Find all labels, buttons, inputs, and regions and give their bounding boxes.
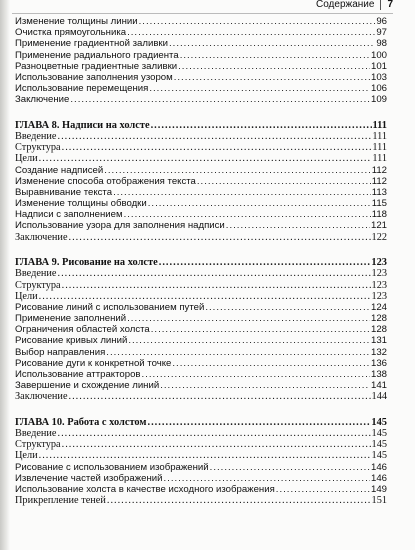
dot-leader: [163, 473, 370, 484]
dot-leader: [128, 335, 370, 346]
toc-entry[interactable]: [15, 462, 387, 473]
dot-leader: [106, 347, 370, 358]
section-gap: [15, 403, 387, 417]
toc-page-number: 112: [371, 164, 387, 176]
toc-entry-title: Выбор направления: [15, 346, 106, 358]
toc-entry[interactable]: [15, 324, 387, 335]
toc-entry-title: Использование холста в качестве исходного изображения: [15, 484, 275, 496]
toc-entry-title: Создание надписей: [15, 164, 104, 176]
book-spine-shadow: [0, 0, 10, 550]
toc-page-number: 123: [371, 279, 387, 291]
section-gap: [15, 243, 387, 257]
toc-entry-title: Использование заполнения узором: [15, 71, 173, 83]
toc-entry-title: Рисование кривых линий: [15, 335, 128, 347]
toc-entry-title: Применение заполнений: [15, 313, 127, 325]
toc-entry[interactable]: [15, 61, 387, 72]
toc-page-number: 131: [370, 335, 387, 347]
toc-page-number: 113: [371, 186, 387, 198]
toc-entry-title: Цели: [15, 450, 38, 462]
toc-page-number: 98: [376, 38, 387, 50]
toc-entry[interactable]: [15, 302, 387, 313]
toc-entry[interactable]: [15, 473, 387, 484]
toc-entry[interactable]: [15, 268, 387, 279]
toc-entry-title: Использование перемещения: [15, 83, 149, 95]
dot-leader: [70, 94, 370, 105]
dot-leader: [226, 220, 370, 231]
toc-entry[interactable]: [15, 187, 387, 198]
header-separator: [380, 0, 381, 10]
dot-leader: [69, 391, 371, 402]
toc-page-number: 115: [371, 198, 387, 210]
toc-page-number: 145: [371, 439, 387, 451]
toc-entry[interactable]: [15, 142, 387, 153]
dot-leader: [58, 131, 372, 142]
toc-entry-title: Выравнивание текста: [15, 186, 113, 198]
toc-entry-title: Завершение и схождение линий: [15, 380, 160, 392]
toc-entry[interactable]: [15, 16, 387, 27]
toc-entry[interactable]: [15, 335, 387, 346]
toc-page-number: 151: [371, 495, 387, 507]
toc-entry[interactable]: [15, 280, 387, 291]
dot-leader: [124, 209, 371, 220]
table-of-contents: [15, 16, 387, 506]
toc-page-number: 96: [376, 16, 387, 27]
toc-entry[interactable]: [15, 369, 387, 380]
toc-chapter-heading[interactable]: [15, 257, 387, 268]
dot-leader: [151, 120, 372, 131]
toc-entry-title: Изменение способа отображения текста: [15, 175, 196, 187]
toc-page-number: 145: [371, 450, 387, 462]
page-number: 7: [387, 0, 393, 10]
dot-leader: [62, 439, 371, 450]
toc-page-number: 124: [370, 301, 387, 313]
dot-leader: [69, 232, 371, 243]
toc-page-number: 132: [370, 346, 387, 358]
toc-entry-title: Применение градиентной заливки: [15, 38, 168, 50]
toc-page-number: 141: [370, 380, 387, 392]
toc-entry-title: Применение радиального градиента: [15, 49, 179, 61]
toc-entry[interactable]: [15, 495, 387, 506]
toc-page-number: 123: [371, 268, 387, 280]
dot-leader: [39, 291, 371, 302]
toc-entry[interactable]: [15, 291, 387, 302]
toc-page-number: 122: [371, 231, 387, 243]
toc-page-number: 111: [372, 153, 387, 165]
dot-leader: [180, 50, 370, 61]
toc-chapter-heading[interactable]: [15, 417, 387, 428]
toc-page-number: 121: [370, 220, 387, 232]
toc-page-number: 145: [371, 428, 387, 440]
toc-entry[interactable]: [15, 380, 387, 391]
dot-leader: [151, 324, 370, 335]
toc-page-number: 109: [370, 94, 387, 106]
toc-entry-title: Заключение: [15, 231, 68, 243]
toc-page-number: 128: [370, 313, 387, 325]
toc-entry-title: ГЛАВА 10. Работа с холстом: [15, 416, 147, 428]
toc-entry[interactable]: [15, 94, 387, 105]
dot-leader: [142, 369, 370, 380]
toc-entry[interactable]: [15, 198, 387, 209]
toc-entry-title: Извлечение частей изображений: [15, 472, 163, 484]
toc-page-number: 106: [370, 83, 387, 95]
dot-leader: [39, 450, 371, 461]
dot-leader: [148, 198, 371, 209]
toc-chapter-heading[interactable]: [15, 120, 387, 131]
dot-leader: [159, 257, 371, 268]
toc-entry[interactable]: [15, 220, 387, 231]
toc-entry[interactable]: [15, 27, 387, 38]
toc-page-number: 103: [370, 71, 387, 83]
toc-entry[interactable]: [15, 38, 387, 49]
toc-entry-title: Надписи с заполнением: [15, 209, 123, 221]
toc-entry-title: ГЛАВА 8. Надписи на холсте: [15, 119, 150, 131]
toc-entry-title: Введение: [15, 130, 57, 142]
toc-page-number: 144: [371, 391, 387, 403]
toc-entry[interactable]: [15, 50, 387, 61]
dot-leader: [107, 495, 371, 506]
toc-entry-title: Изменение толщины линии: [15, 16, 138, 27]
dot-leader: [104, 165, 370, 176]
toc-entry[interactable]: [15, 165, 387, 176]
dot-leader: [139, 16, 376, 27]
toc-page-number: 145: [371, 416, 387, 428]
toc-entry-title: ГЛАВА 9. Рисование на холсте: [15, 257, 158, 269]
toc-entry-title: Заключение: [15, 94, 70, 106]
toc-entry[interactable]: [15, 72, 387, 83]
toc-entry-title: Введение: [15, 428, 57, 440]
dot-leader: [205, 302, 370, 313]
dot-leader: [169, 38, 375, 49]
toc-entry-title: Прикрепление теней: [15, 495, 106, 507]
toc-entry-title: Введение: [15, 268, 57, 280]
dot-leader: [147, 417, 370, 428]
toc-entry[interactable]: [15, 232, 387, 243]
toc-entry-title: Использование узора для заполнения надписи: [15, 220, 225, 232]
toc-page-number: 111: [372, 142, 387, 154]
toc-entry[interactable]: [15, 153, 387, 164]
dot-leader: [160, 380, 370, 391]
toc-page-number: 111: [372, 119, 387, 131]
toc-page-number: 128: [370, 324, 387, 336]
toc-page-number: 146: [370, 472, 387, 484]
toc-entry-title: Очистка прямоугольника: [15, 27, 127, 39]
toc-entry[interactable]: [15, 439, 387, 450]
dot-leader: [58, 268, 371, 279]
toc-page-number: 138: [370, 369, 387, 381]
dot-leader: [197, 176, 371, 187]
toc-entry[interactable]: [15, 131, 387, 142]
dot-leader: [149, 83, 370, 94]
toc-entry[interactable]: [15, 209, 387, 220]
toc-entry-title: Структура: [15, 279, 61, 291]
toc-entry-title: Рисование дуги к конкретной точке: [15, 357, 172, 369]
toc-entry[interactable]: [15, 313, 387, 324]
toc-entry[interactable]: [15, 83, 387, 94]
dot-leader: [58, 428, 371, 439]
toc-page-number: 100: [370, 49, 387, 61]
toc-entry[interactable]: [15, 176, 387, 187]
toc-entry-title: Структура: [15, 142, 61, 154]
dot-leader: [172, 358, 370, 369]
toc-entry-title: Цели: [15, 153, 38, 165]
toc-entry[interactable]: [15, 347, 387, 358]
toc-page-number: 111: [372, 130, 387, 142]
toc-page-number: 146: [370, 461, 387, 473]
dot-leader: [127, 27, 375, 38]
dot-leader: [210, 462, 370, 473]
toc-entry[interactable]: [15, 450, 387, 461]
toc-page-number: 123: [371, 290, 387, 302]
toc-entry[interactable]: [15, 391, 387, 402]
toc-page-number: 118: [371, 209, 387, 221]
toc-entry-title: Цели: [15, 290, 38, 302]
dot-leader: [113, 187, 371, 198]
toc-entry-title: Использование аттракторов: [15, 369, 141, 381]
toc-page-number: 97: [376, 27, 387, 39]
toc-entry-title: Заключение: [15, 391, 68, 403]
toc-entry-title: Рисование с использованием изображений: [15, 461, 209, 473]
dot-leader: [178, 61, 370, 72]
toc-entry-title: Изменение толщины обводки: [15, 198, 147, 210]
toc-page-number: 149: [370, 484, 387, 496]
toc-entry[interactable]: [15, 358, 387, 369]
section-title: Содержание: [315, 0, 375, 10]
dot-leader: [62, 142, 372, 153]
header-rule: [12, 13, 393, 14]
dot-leader: [127, 313, 370, 324]
dot-leader: [62, 280, 371, 291]
toc-page-number: 112: [371, 175, 387, 187]
toc-entry-title: Разноцветные градиентные заливки: [15, 60, 178, 72]
toc-entry-title: Ограничения областей холста: [15, 324, 150, 336]
toc-entry[interactable]: [15, 484, 387, 495]
dot-leader: [39, 153, 372, 164]
toc-entry[interactable]: [15, 428, 387, 439]
toc-page-number: 101: [370, 60, 387, 72]
toc-page-number: 136: [370, 357, 387, 369]
toc-page-number: 123: [371, 257, 387, 269]
running-header: [316, 0, 393, 13]
dot-leader: [276, 484, 370, 495]
toc-entry-title: Рисование линий с использованием путей: [15, 301, 205, 313]
dot-leader: [174, 72, 370, 83]
toc-entry-title: Структура: [15, 439, 61, 451]
section-gap: [15, 106, 387, 120]
